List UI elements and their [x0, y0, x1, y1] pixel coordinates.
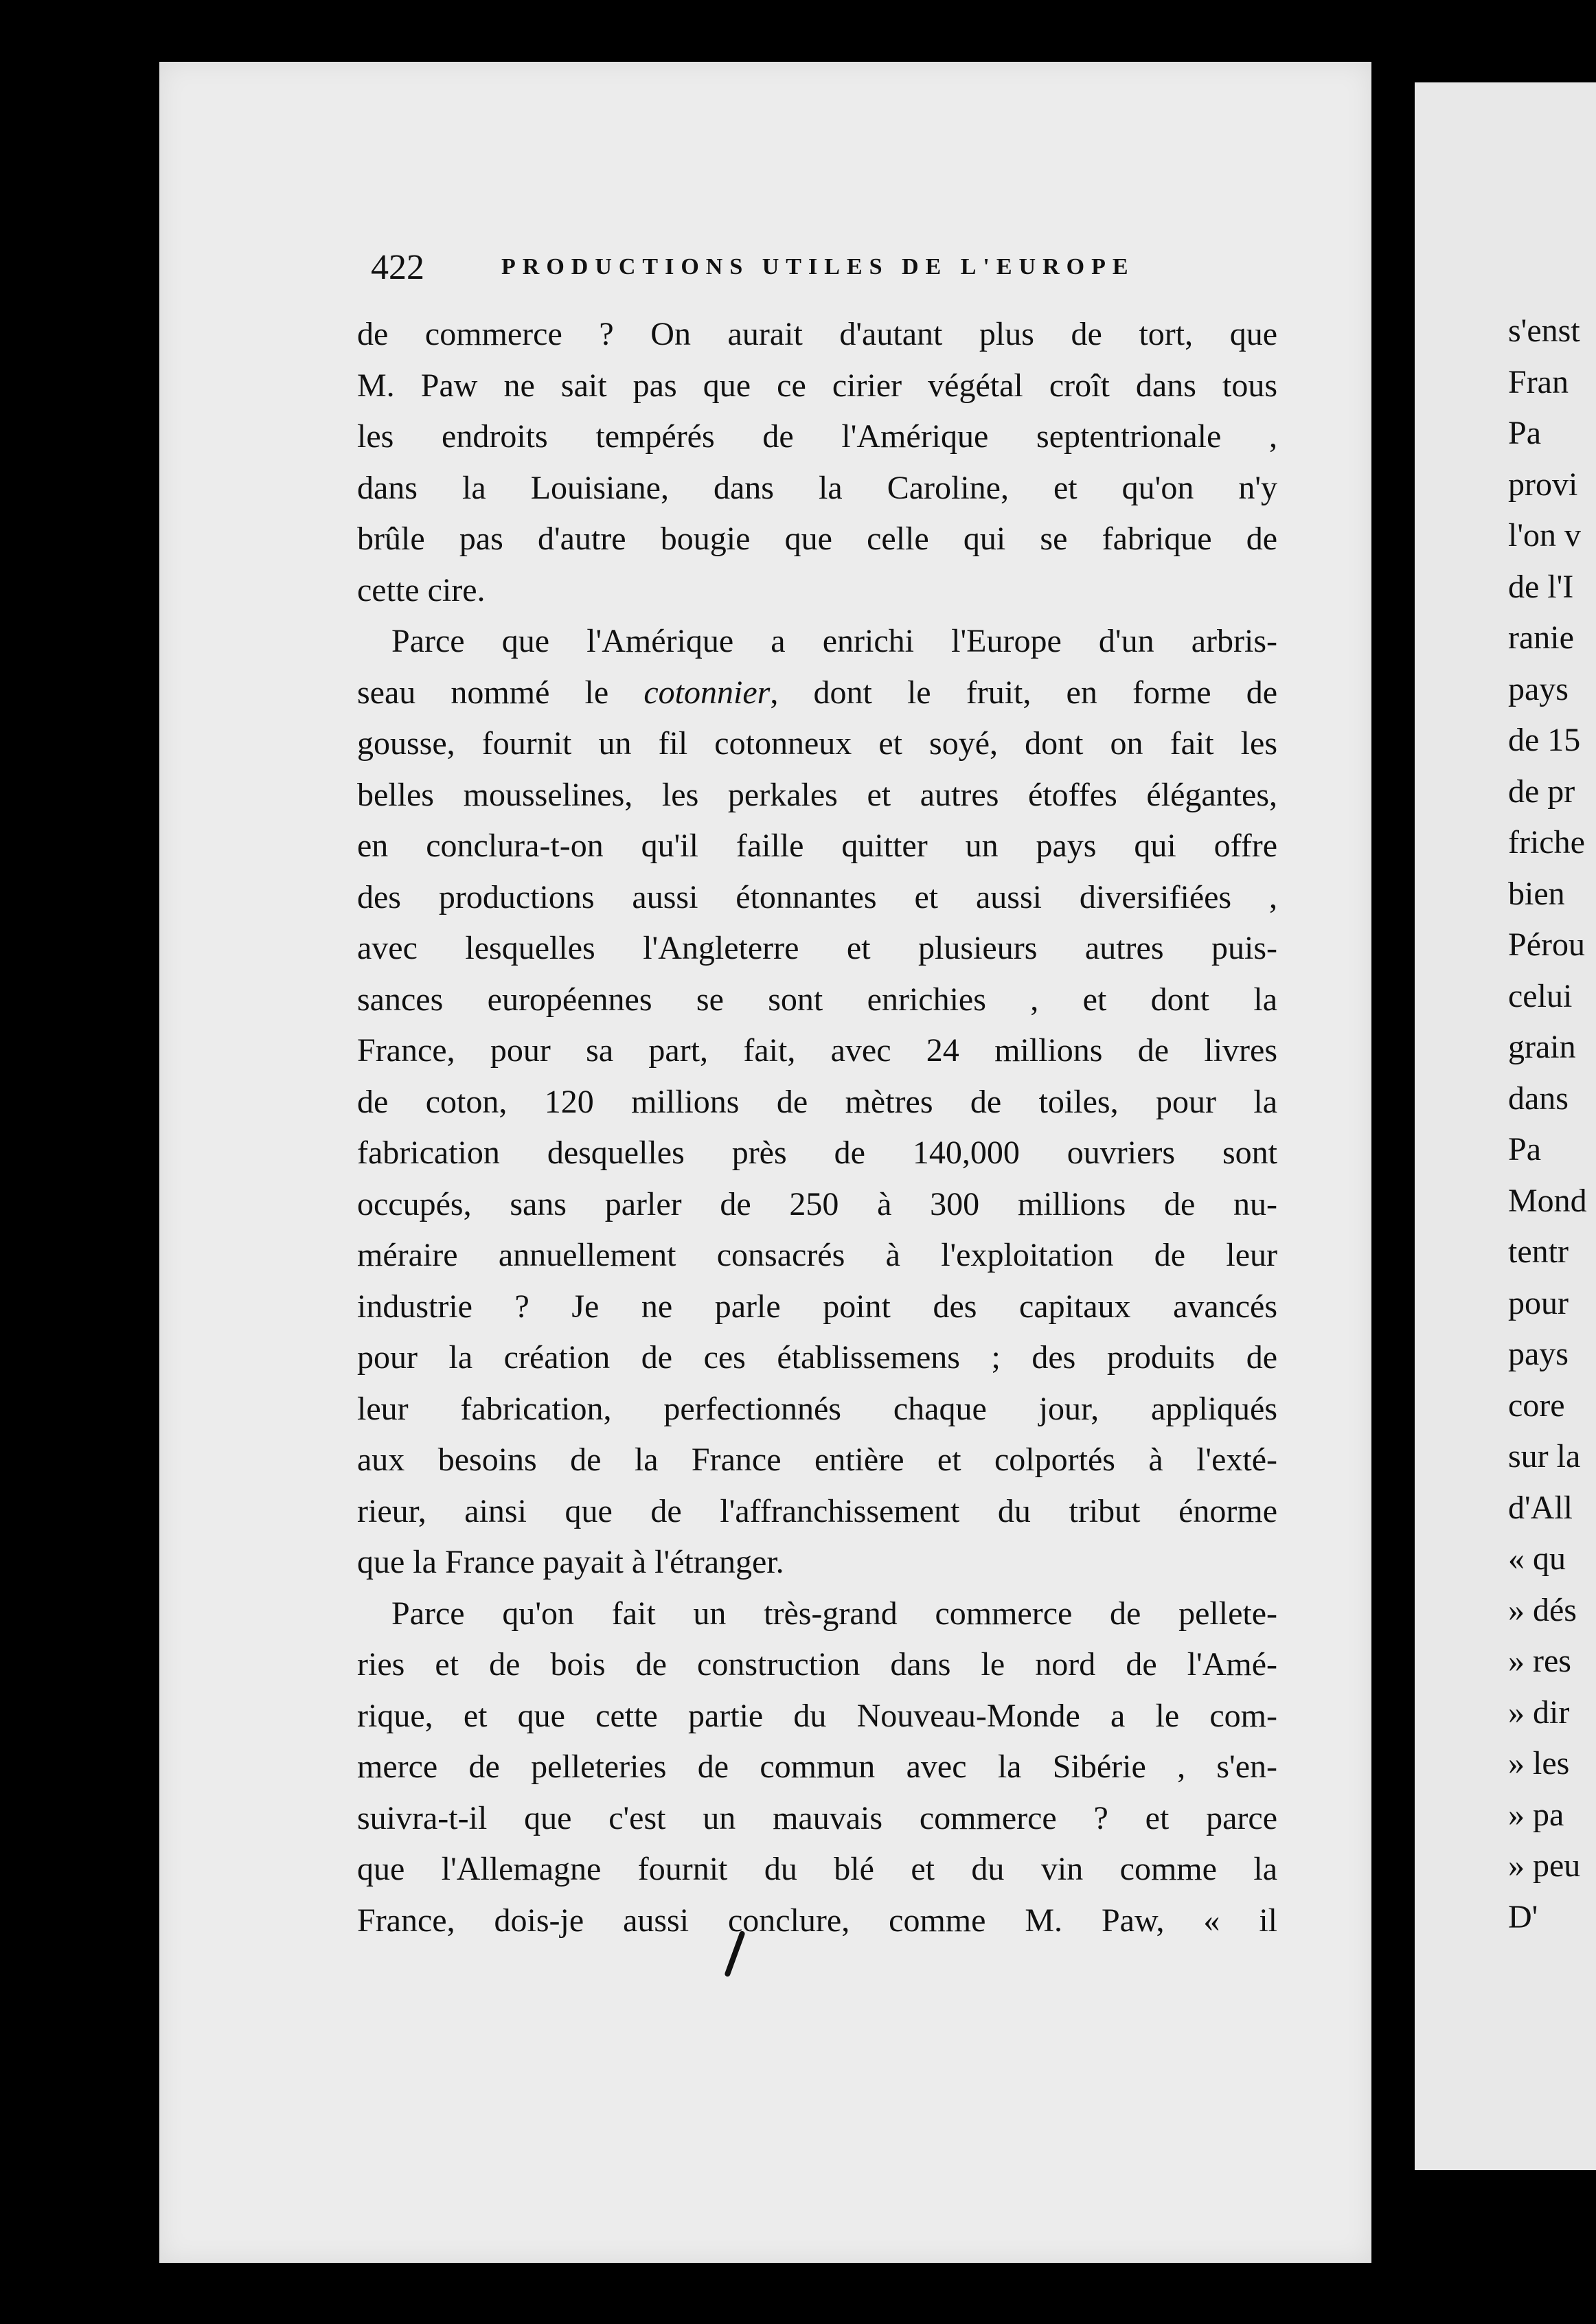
body-text	[357, 309, 1277, 1946]
page-number: 422	[371, 248, 424, 287]
text-line: de commerce ? On aurait d'autant plus de tort, que	[357, 316, 1277, 352]
italic-term: cotonnier	[643, 674, 771, 711]
text-line: leur fabrication, perfectionnés chaque jour, appliqués	[357, 1390, 1277, 1427]
text-line: en conclura-t-on qu'il faille quitter un pays qui offre	[357, 828, 1277, 864]
fragment: Pa	[1508, 1131, 1541, 1167]
text-line: que l'Allemagne fournit du blé et du vin comme la	[357, 1851, 1277, 1887]
text-line: Parce qu'on fait un très-grand commerce de pellete-	[391, 1595, 1277, 1632]
fragment: friche	[1508, 824, 1585, 861]
text-line	[357, 668, 1277, 719]
fragment: dans	[1508, 1080, 1569, 1117]
text-line: gousse, fournit un fil cotonneux et soyé, dont on fait les	[357, 725, 1277, 762]
fragment: provi	[1508, 466, 1578, 503]
text-line: aux besoins de la France entière et colportés à l'exté-	[357, 1442, 1277, 1478]
running-title: PRODUCTIONS UTILES DE L'EUROPE	[501, 254, 1135, 280]
text-line: occupés, sans parler de 250 à 300 millions de nu-	[357, 1185, 1277, 1222]
fragment: D'	[1508, 1898, 1538, 1935]
fragment: s'enst	[1508, 312, 1580, 349]
right-page-text	[1508, 306, 1596, 1943]
fragment: sur la	[1508, 1438, 1581, 1474]
fragment: Pérou	[1508, 926, 1585, 963]
text-line: que la France payait à l'étranger.	[357, 1544, 784, 1580]
text-segment: , dont le fruit, en forme de	[770, 674, 1278, 711]
fragment: celui	[1508, 977, 1573, 1014]
fragment: d'All	[1508, 1489, 1573, 1526]
text-line: belles mousselines, les perkales et autres étoffes élégantes,	[357, 776, 1277, 813]
text-line: sances européennes se sont enrichies , et dont la	[357, 981, 1277, 1018]
text-line: M. Paw ne sait pas que ce cirier végétal croît dans tous	[357, 367, 1277, 404]
page-header	[206, 247, 1277, 302]
fragment: Mond	[1508, 1182, 1587, 1219]
fragment: tentr	[1508, 1233, 1569, 1270]
fragment: pays	[1508, 1336, 1569, 1372]
fragment: » pa	[1508, 1796, 1564, 1833]
text-line: dans la Louisiane, dans la Caroline, et qu'on n'y	[357, 469, 1277, 506]
fragment: pays	[1508, 670, 1569, 707]
text-line: fabrication desquelles près de 140,000 ouvriers sont	[357, 1135, 1277, 1171]
text-line: merce de pelleteries de commun avec la Sibérie , s'en-	[357, 1748, 1277, 1785]
fragment: core	[1508, 1387, 1565, 1424]
fragment: grain	[1508, 1029, 1576, 1065]
fragment: » dir	[1508, 1694, 1570, 1731]
text-line: cette cire.	[357, 571, 486, 608]
fragment: ranie	[1508, 619, 1574, 656]
text-line: les endroits tempérés de l'Amérique septentrionale ,	[357, 418, 1277, 455]
text-line: des productions aussi étonnantes et aussi diversifiées ,	[357, 878, 1277, 915]
text-line: pour la création de ces établissemens ; des produits de	[357, 1339, 1277, 1376]
fragment: de l'I	[1508, 568, 1574, 605]
text-line: avec lesquelles l'Angleterre et plusieurs autres puis-	[357, 930, 1277, 966]
text-line: France, pour sa part, fait, avec 24 millions de livres	[357, 1032, 1277, 1069]
fragment: » res	[1508, 1643, 1571, 1679]
fragment: pour	[1508, 1284, 1569, 1321]
text-line: rique, et que cette partie du Nouveau-Monde a le com-	[357, 1697, 1277, 1734]
text-line: Parce que l'Amérique a enrichi l'Europe d'un arbris-	[391, 623, 1277, 659]
text-line: rieur, ainsi que de l'affranchissement du tribut énorme	[357, 1492, 1277, 1529]
fragment: » dés	[1508, 1591, 1577, 1628]
text-line: de coton, 120 millions de mètres de toiles, pour la	[357, 1083, 1277, 1120]
fragment: bien	[1508, 875, 1565, 912]
text-line: industrie ? Je ne parle point des capitaux avancés	[357, 1288, 1277, 1325]
text-segment: seau nommé le	[357, 674, 609, 711]
fragment: de pr	[1508, 773, 1575, 810]
fragment: l'on v	[1508, 517, 1581, 554]
fragment: de 15	[1508, 722, 1581, 758]
text-line: suivra-t-il que c'est un mauvais commerce ? et parce	[357, 1799, 1277, 1836]
fragment: « qu	[1508, 1540, 1566, 1577]
fragment: Fran	[1508, 363, 1569, 400]
text-line: ries et de bois de construction dans le nord de l'Amé-	[357, 1646, 1277, 1683]
text-line: France, dois-je aussi conclure, comme M. Paw, « il	[357, 1902, 1277, 1939]
fragment: » les	[1508, 1745, 1570, 1781]
text-line: méraire annuellement consacrés à l'exploitation de leur	[357, 1237, 1277, 1273]
text-line: brûle pas d'autre bougie que celle qui se fabrique de	[357, 521, 1277, 557]
fragment: » peu	[1508, 1847, 1581, 1884]
fragment: Pa	[1508, 415, 1541, 451]
